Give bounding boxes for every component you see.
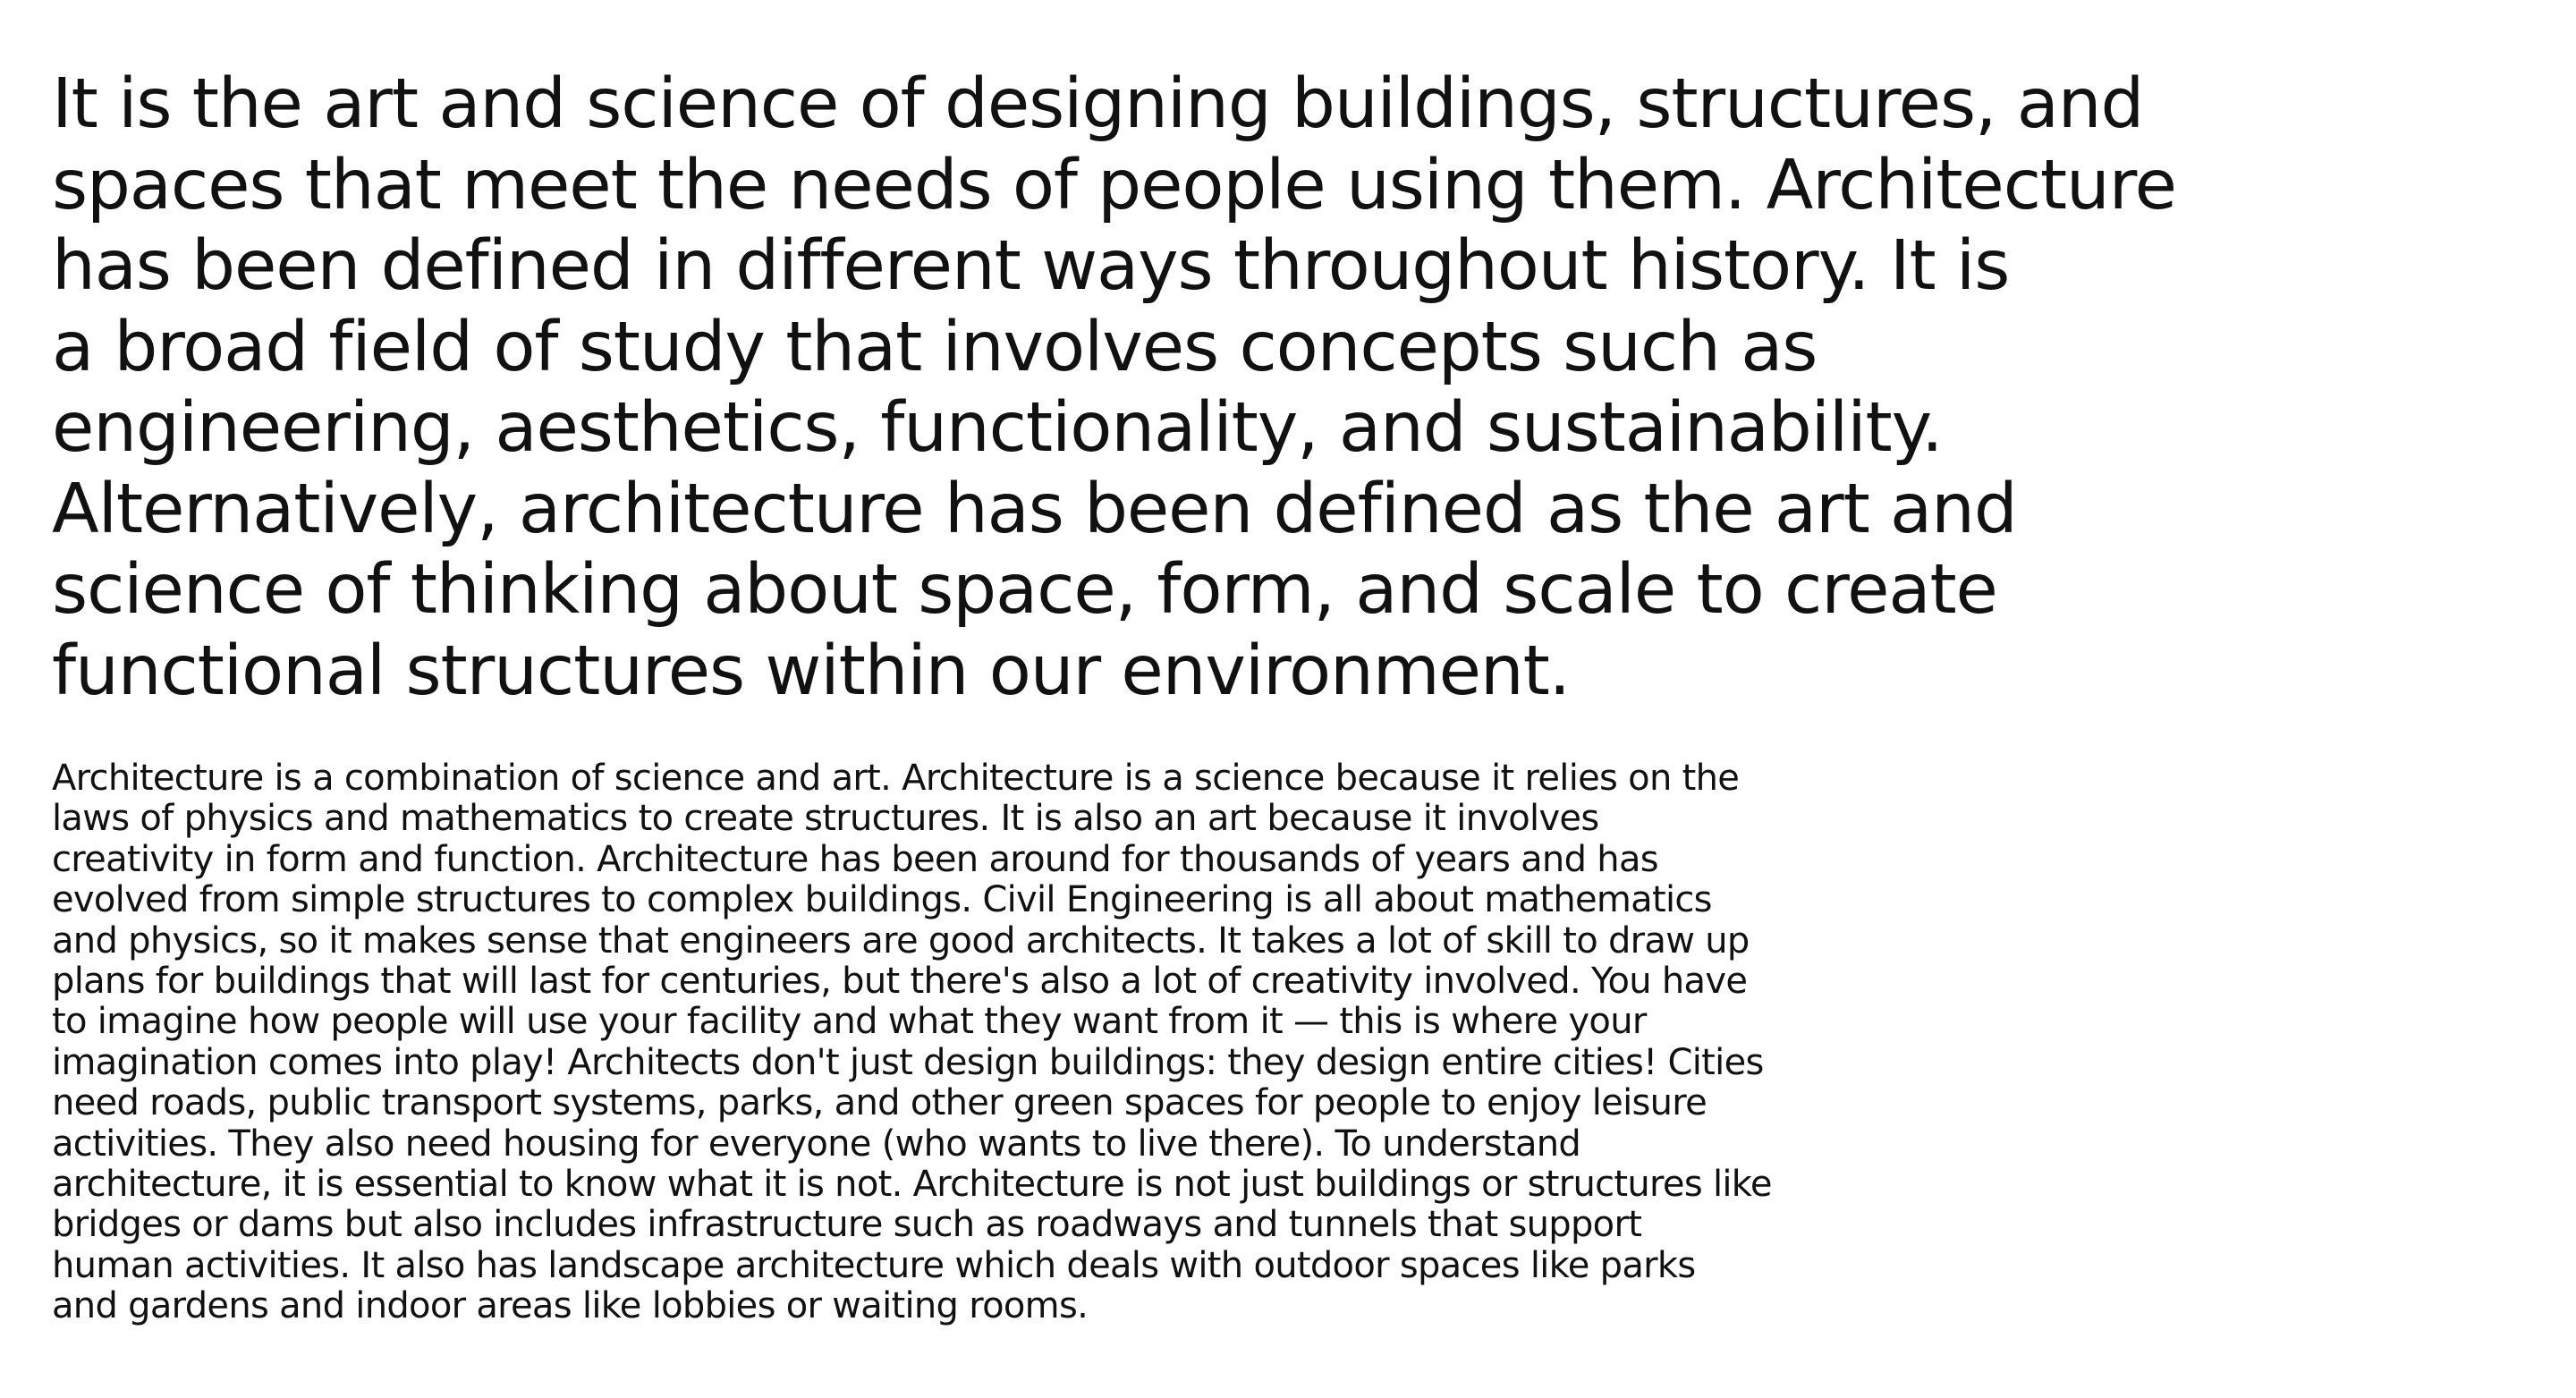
body-line-2: laws of physics and mathematics to create structures. It is also an art because it involves: [52, 798, 1599, 840]
body-paragraph: [52, 758, 1966, 1327]
body-line-12: bridges or dams but also includes infrastructure such as roadways and tunnels that support: [52, 1204, 1642, 1246]
body-line-5: and physics, so it makes sense that engineers are good architects. It takes a lot of skill to draw up: [52, 919, 1750, 962]
body-line-14: and gardens and indoor areas like lobbies or waiting rooms.: [52, 1285, 1089, 1327]
lead-line-4: a broad field of study that involves concepts such as: [52, 307, 1818, 387]
lead-line-5: engineering, aesthetics, functionality, and sustainability.: [52, 388, 1943, 468]
lead-line-2: spaces that meet the needs of people using them. Architecture: [52, 145, 2176, 225]
body-line-3: creativity in form and function. Architecture has been around for thousands of years and has: [52, 838, 1658, 880]
body-line-6: plans for buildings that will last for centuries, but there's also a lot of creativity involved. You have: [52, 961, 1748, 1003]
body-line-4: evolved from simple structures to complex buildings. Civil Engineering is all about mathematics: [52, 879, 1712, 921]
lead-line-7: science of thinking about space, form, and scale to create: [52, 550, 1997, 630]
body-line-9: need roads, public transport systems, parks, and other green spaces for people to enjoy leisure: [52, 1082, 1707, 1124]
body-line-1: Architecture is a combination of science and art. Architecture is a science because it relies on the: [52, 758, 1740, 799]
lead-line-8: functional structures within our environment.: [52, 631, 1571, 711]
body-line-11: architecture, it is essential to know what it is not. Architecture is not just buildings or structures like: [52, 1164, 1772, 1206]
body-line-10: activities. They also need housing for everyone (who wants to live there). To understand: [52, 1123, 1581, 1165]
body-line-13: human activities. It also has landscape architecture which deals with outdoor spaces like parks: [52, 1244, 1696, 1286]
body-line-8: imagination comes into play! Architects don't just design buildings: they design entire cities! Cities: [52, 1041, 1764, 1083]
lead-line-6: Alternatively, architecture has been defined as the art and: [52, 469, 2017, 549]
lead-paragraph: [52, 64, 2503, 712]
lead-line-3: has been defined in different ways throughout history. It is: [52, 226, 2010, 306]
lead-line-1: It is the art and science of designing buildings, structures, and: [52, 64, 2144, 144]
body-line-7: to imagine how people will use your facility and what they want from it — this is where your: [52, 1001, 1647, 1043]
